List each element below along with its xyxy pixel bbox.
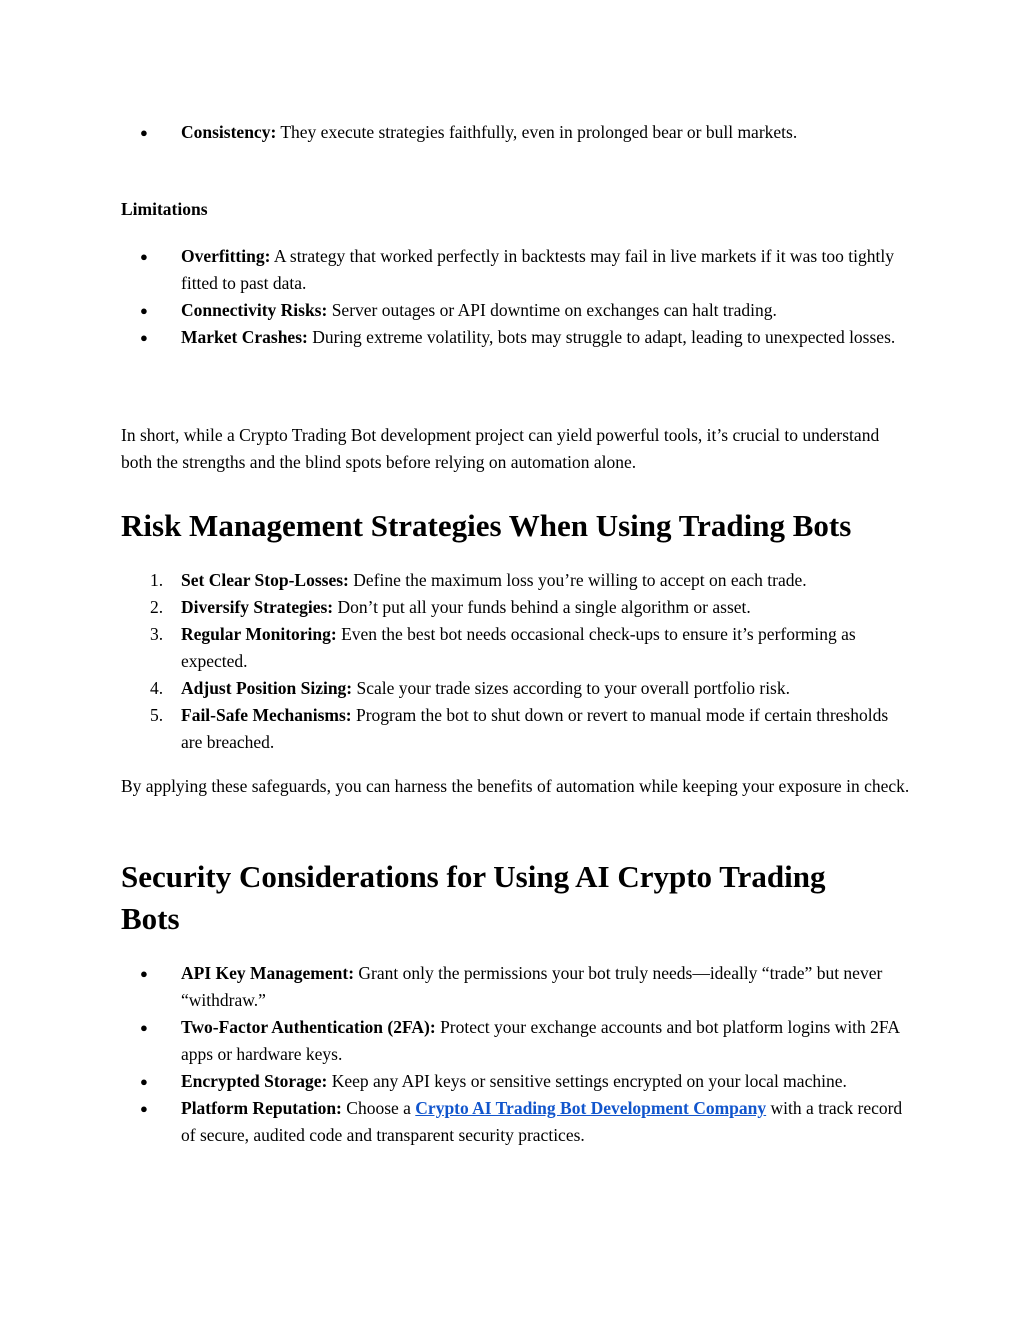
item-term: API Key Management: — [181, 963, 355, 983]
bullet-icon: ● — [140, 1101, 148, 1116]
list-number: 1. — [150, 570, 164, 590]
item-term: Two-Factor Authentication (2FA): — [181, 1017, 436, 1037]
item-text: They execute strategies faithfully, even in prolonged bear or bull markets. — [276, 122, 798, 142]
list-item-fail-safe — [121, 702, 911, 756]
risk-heading: Risk Management Strategies When Using Trading Bots — [121, 508, 852, 543]
limitations-heading: Limitations — [121, 199, 208, 219]
item-text: Scale your trade sizes according to your overall portfolio risk. — [352, 678, 790, 698]
list-item-encrypted-storage — [121, 1068, 911, 1095]
bullet-icon: ● — [140, 330, 148, 345]
item-text: During extreme volatility, bots may struggle to adapt, leading to unexpected losses. — [307, 327, 896, 347]
item-text: Choose a — [341, 1098, 416, 1118]
item-term: Consistency: — [181, 122, 277, 142]
list-item-stop-losses — [121, 567, 911, 594]
limitations-list — [121, 243, 911, 351]
item-term: Set Clear Stop-Losses: — [181, 570, 349, 590]
list-item-diversify — [121, 594, 911, 621]
item-term: Connectivity Risks: — [181, 300, 328, 320]
item-text: Keep any API keys or sensitive settings encrypted on your local machine. — [327, 1071, 847, 1091]
item-term: Adjust Position Sizing: — [181, 678, 353, 698]
item-term: Market Crashes: — [181, 327, 308, 347]
list-number: 4. — [150, 678, 164, 698]
item-term: Fail-Safe Mechanisms: — [181, 705, 352, 725]
risk-closing-paragraph: By applying these safeguards, you can harness the benefits of automation while keeping your exposure in check. — [121, 776, 910, 796]
bullet-icon: ● — [140, 303, 148, 318]
item-text: Define the maximum loss you’re willing to accept on each trade. — [348, 570, 807, 590]
bullet-icon: ● — [140, 249, 148, 264]
item-term: Platform Reputation: — [181, 1098, 342, 1118]
risk-list — [121, 567, 911, 756]
item-text: with a track record of secure, audited code and transparent security practices. — [181, 1098, 903, 1145]
security-heading: Security Considerations for Using AI Crypto Trading Bots — [121, 859, 826, 936]
list-item-overfitting — [121, 243, 911, 297]
summary-paragraph: In short, while a Crypto Trading Bot development project can yield powerful tools, it’s crucial to understand both the strengths and the blind spots before relying on automation alone. — [121, 425, 880, 472]
list-number: 5. — [150, 705, 164, 725]
item-text: Don’t put all your funds behind a single algorithm or asset. — [333, 597, 751, 617]
bullet-icon: ● — [140, 1074, 148, 1089]
security-list — [121, 960, 911, 1149]
list-item-consistency — [121, 119, 911, 146]
list-item-monitoring — [121, 621, 911, 675]
item-text: Grant only the permissions your bot truly needs—ideally “trade” but never “withdraw.” — [181, 963, 883, 1010]
list-number: 3. — [150, 624, 164, 644]
list-item-market-crashes — [121, 324, 911, 351]
strengths-list — [121, 119, 911, 146]
item-text: Server outages or API downtime on exchanges can halt trading. — [327, 300, 777, 320]
list-item-2fa — [121, 1014, 911, 1068]
list-item-platform-reputation — [121, 1095, 911, 1149]
item-text: Even the best bot needs occasional check-ups to ensure it’s performing as expected. — [181, 624, 856, 671]
bullet-icon: ● — [140, 1020, 148, 1035]
bullet-icon: ● — [140, 966, 148, 981]
list-item-api-key — [121, 960, 911, 1014]
item-term: Regular Monitoring: — [181, 624, 337, 644]
list-number: 2. — [150, 597, 164, 617]
bullet-icon: ● — [140, 125, 148, 140]
item-term: Encrypted Storage: — [181, 1071, 328, 1091]
item-text: Protect your exchange accounts and bot platform logins with 2FA apps or hardware keys. — [181, 1017, 900, 1064]
item-term: Diversify Strategies: — [181, 597, 334, 617]
list-item-connectivity — [121, 297, 911, 324]
company-link[interactable]: Crypto AI Trading Bot Development Company — [415, 1098, 767, 1118]
item-term: Overfitting: — [181, 246, 271, 266]
list-item-position-sizing — [121, 675, 911, 702]
item-text: Program the bot to shut down or revert to manual mode if certain thresholds are breached. — [181, 705, 889, 752]
item-text: A strategy that worked perfectly in backtests may fail in live markets if it was too tightly fitted to past data. — [181, 246, 894, 293]
